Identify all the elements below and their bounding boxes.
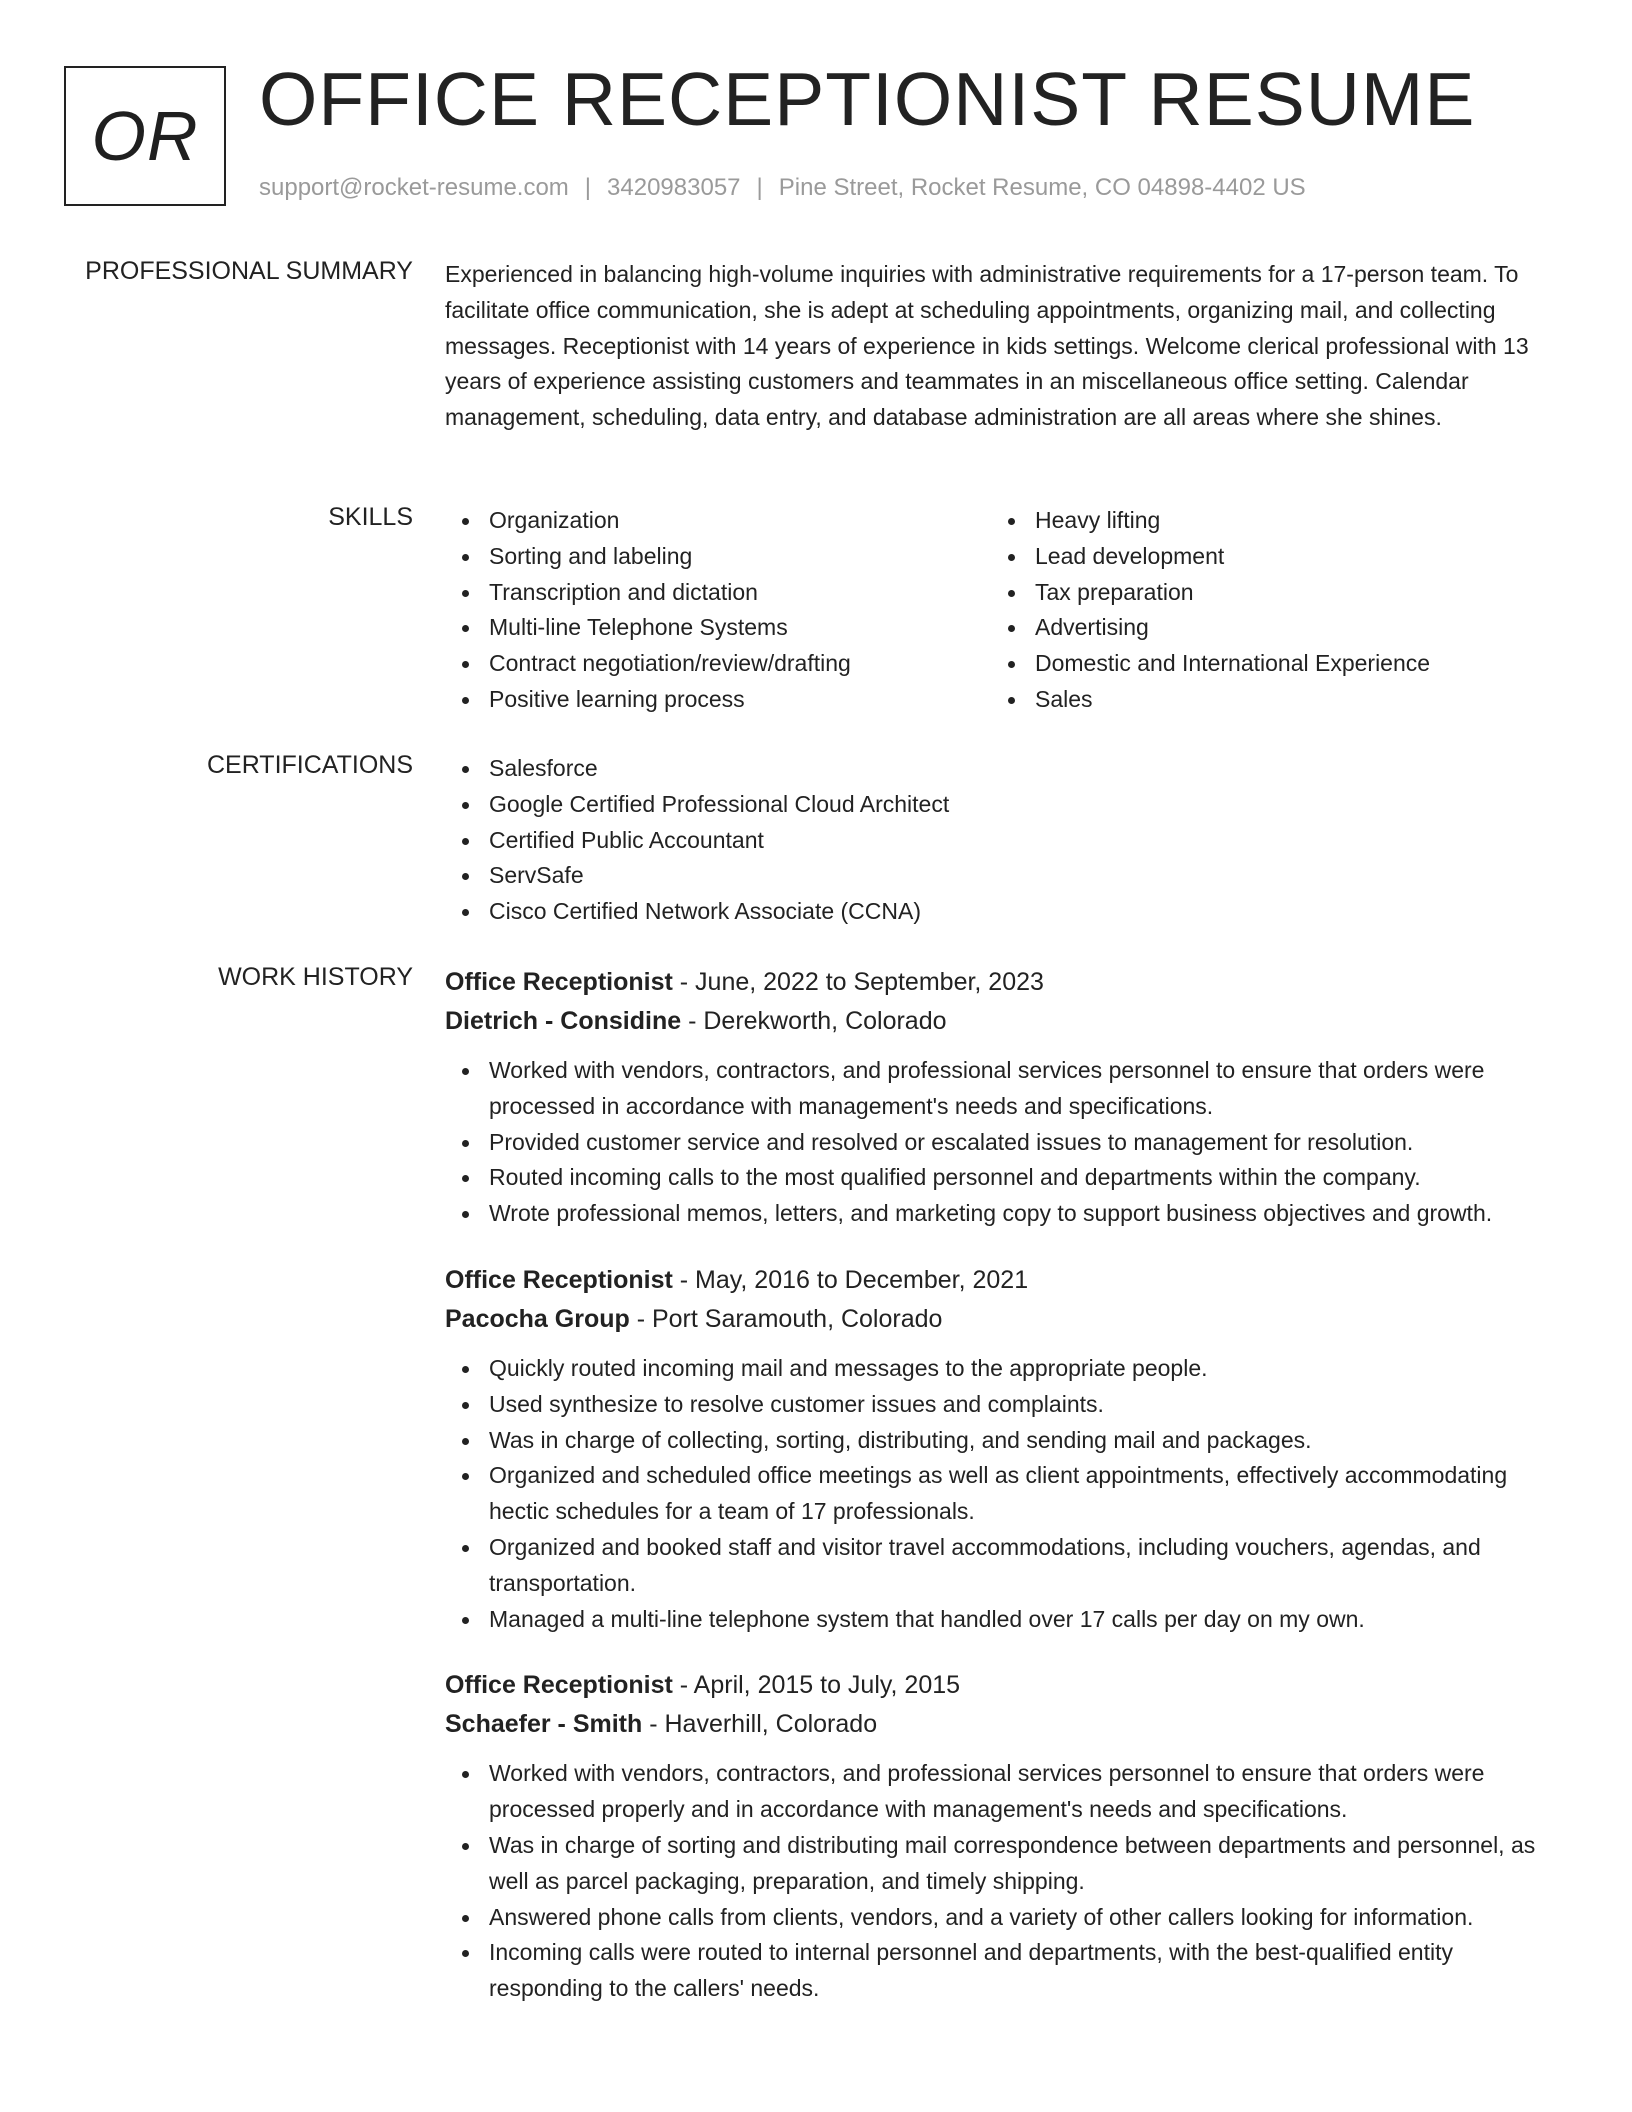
skills-list-right [991, 503, 1537, 718]
job-company-line [445, 1300, 1560, 1339]
section-label-work: WORK HISTORY [218, 963, 413, 991]
job-bullet: Quickly routed incoming mail and messages to the appropriate people. [445, 1351, 1560, 1387]
job-dates: - May, 2016 to December, 2021 [672, 1265, 1029, 1294]
skill-item: Advertising [991, 610, 1537, 646]
job-bullet: Organized and scheduled office meetings as well as client appointments, effectively accommodating hectic schedules for a team of 17 professionals. [445, 1458, 1560, 1530]
contact-separator: | [756, 174, 763, 201]
monogram-logo: OR [64, 66, 226, 206]
skill-item: Lead development [991, 539, 1537, 575]
job-bullet: Managed a multi-line telephone system that handled over 17 calls per day on my own. [445, 1602, 1560, 1638]
skill-item: Tax preparation [991, 575, 1537, 611]
job-bullet: Wrote professional memos, letters, and marketing copy to support business objectives and growth. [445, 1196, 1560, 1232]
skills-body [445, 503, 1560, 718]
job-dates: - April, 2015 to July, 2015 [672, 1671, 961, 1700]
job-entry [445, 963, 1560, 1232]
job-company: Pacocha Group [445, 1304, 630, 1333]
resume-title: OFFICE RECEPTIONIST RESUME [259, 57, 1476, 141]
certifications-body [445, 751, 1560, 930]
job-entry [445, 1261, 1560, 1637]
certification-item: Salesforce [445, 751, 1560, 787]
job-company-line [445, 1705, 1560, 1744]
job-dates: - June, 2022 to September, 2023 [672, 968, 1044, 996]
section-label-certifications: CERTIFICATIONS [206, 751, 413, 779]
contact-phone[interactable]: 3420983057 [607, 174, 741, 201]
contact-separator: | [584, 174, 592, 201]
job-bullet: Organized and booked staff and visitor travel accommodations, including vouchers, agendas, and transportation. [445, 1530, 1560, 1602]
work-body [445, 963, 1560, 2007]
job-bullets [445, 1351, 1560, 1637]
job-bullet: Incoming calls were routed to internal personnel and departments, with the best-qualified entity responding to the callers' needs. [445, 1935, 1560, 2007]
summary-body [445, 257, 1560, 436]
job-location: - Port Saramouth, Colorado [629, 1304, 943, 1333]
job-bullet: Provided customer service and resolved or escalated issues to management for resolution. [445, 1125, 1560, 1161]
job-company: Dietrich - Considine [445, 1007, 682, 1035]
skills-list-left [445, 503, 991, 718]
job-title-line [445, 1666, 1560, 1705]
job-company: Schaefer - Smith [445, 1710, 643, 1739]
certification-item: Certified Public Accountant [445, 823, 1560, 859]
job-bullet: Was in charge of collecting, sorting, distributing, and sending mail and packages. [445, 1423, 1560, 1459]
skill-item: Domestic and International Experience [991, 646, 1537, 682]
skill-item: Sales [991, 682, 1537, 718]
job-title: Office Receptionist [445, 968, 673, 996]
job-bullets [445, 1756, 1560, 2007]
job-bullets [445, 1053, 1560, 1232]
section-label-summary: PROFESSIONAL SUMMARY [85, 257, 413, 285]
job-bullet: Was in charge of sorting and distributing mail correspondence between departments and personnel, as well as parcel packaging, preparation, and timely shipping. [445, 1828, 1560, 1900]
job-bullet: Routed incoming calls to the most qualified personnel and departments within the company. [445, 1160, 1560, 1196]
job-entry [445, 1666, 1560, 2007]
certification-item: Google Certified Professional Cloud Architect [445, 787, 1560, 823]
section-label-skills: SKILLS [328, 503, 413, 531]
skill-item: Heavy lifting [991, 503, 1537, 539]
job-bullet: Worked with vendors, contractors, and professional services personnel to ensure that orders were processed properly and in accordance with management's needs and specifications. [445, 1756, 1560, 1828]
job-title: Office Receptionist [445, 1671, 673, 1700]
job-bullet: Answered phone calls from clients, vendors, and a variety of other callers looking for information. [445, 1900, 1560, 1936]
contact-address: Pine Street, Rocket Resume, CO 04898-4402 US [778, 174, 1306, 201]
job-bullet: Used synthesize to resolve customer issues and complaints. [445, 1387, 1560, 1423]
skill-item: Positive learning process [445, 682, 991, 718]
skill-item: Multi-line Telephone Systems [445, 610, 991, 646]
job-location: - Derekworth, Colorado [681, 1007, 947, 1035]
skill-item: Sorting and labeling [445, 539, 991, 575]
contact-email[interactable]: support@rocket-resume.com [259, 174, 569, 201]
job-company-line [445, 1002, 1560, 1041]
certification-item: ServSafe [445, 858, 1560, 894]
skill-item: Organization [445, 503, 991, 539]
job-title-line [445, 963, 1560, 1002]
job-title: Office Receptionist [445, 1265, 673, 1294]
job-bullet: Worked with vendors, contractors, and professional services personnel to ensure that orders were processed in accordance with management's needs and specifications. [445, 1053, 1560, 1125]
skill-item: Contract negotiation/review/drafting [445, 646, 991, 682]
job-location: - Haverhill, Colorado [642, 1710, 878, 1739]
certification-item: Cisco Certified Network Associate (CCNA) [445, 894, 1560, 930]
certifications-list [445, 751, 1560, 930]
summary-text: Experienced in balancing high-volume inquiries with administrative requirements for a 17-person team. To facilitate office communication, she is adept at scheduling appointments, organizing mail, and collecting messages. Receptionist with 14 years of experience in kids settings. Welcome clerical professional with 13 years of experience assisting customers and teammates in an miscellaneous office setting. Calendar management, scheduling, data entry, and database administration are all areas where she shines. [445, 261, 1529, 431]
contact-line [259, 174, 1306, 202]
job-title-line [445, 1261, 1560, 1300]
skill-item: Transcription and dictation [445, 575, 991, 611]
